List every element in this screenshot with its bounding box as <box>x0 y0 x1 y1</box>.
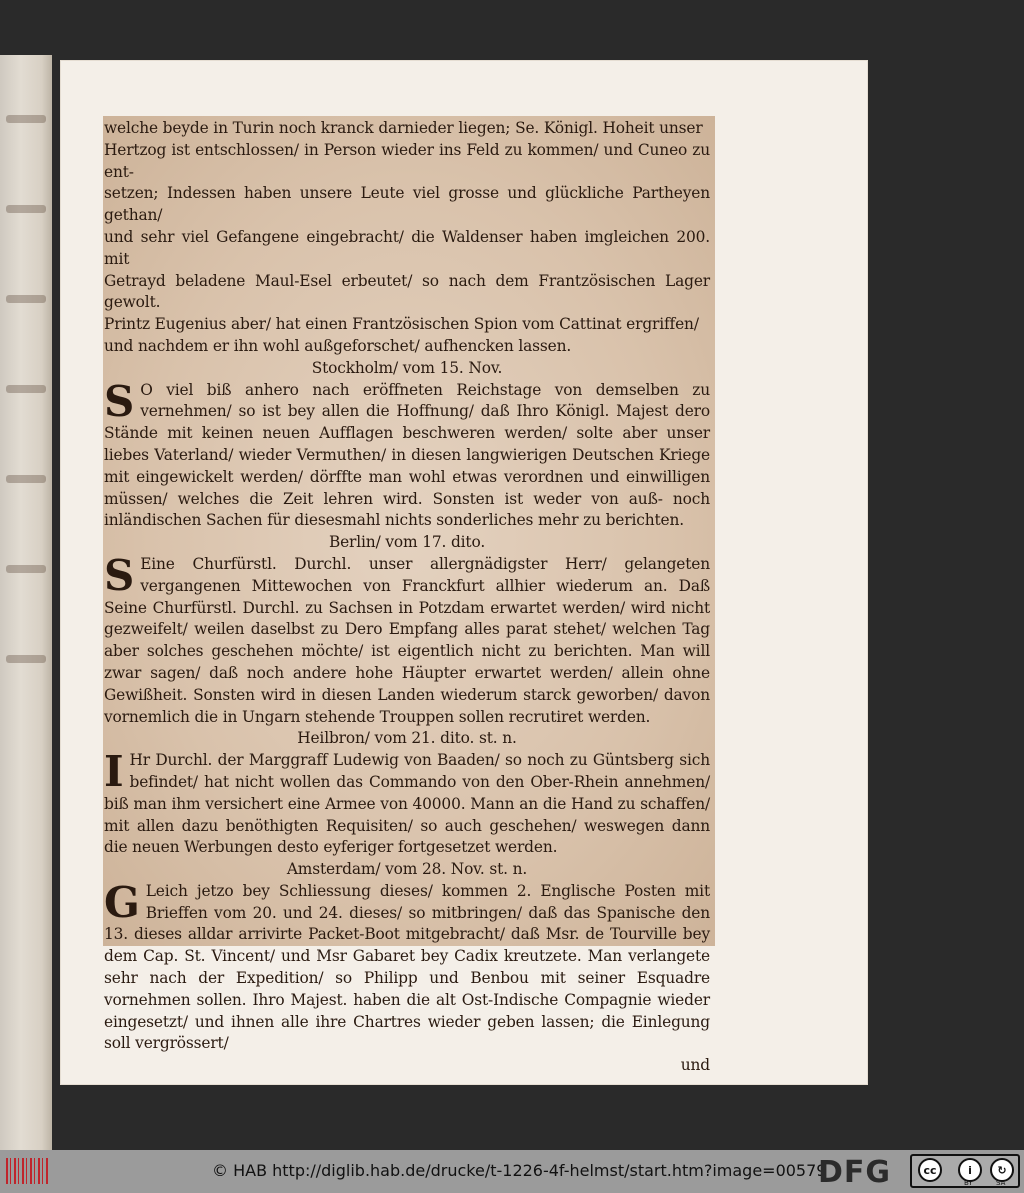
dfg-logo[interactable]: DFG <box>818 1155 892 1190</box>
section-body-heilbron <box>104 747 710 859</box>
section-body-berlin <box>104 550 710 728</box>
bleed-through-mark <box>6 565 46 573</box>
barcode-icon <box>6 1158 48 1184</box>
page-text <box>104 118 710 1077</box>
section-text: Hr Durchl. der Marggraff Ludewig von Baaden/ so noch zu Güntsberg sich befindet/ hat nicht wollen das Commando von den Ober-Rhein annehmen/ biß man ihm versichert eine Armee von 40000. Mann an die Hand zu schaffen/ mit allen dazu benöthigten Requisiten/ so auch geschehen/ weswegen dann die neuen Werbungen desto eyferiger fortgesetzet werden. <box>104 751 710 857</box>
text-line: setzen; Indessen haben unsere Leute viel grosse und glückliche Partheyen gethan/ <box>104 184 710 225</box>
sa-label: SA <box>996 1179 1006 1187</box>
section-heading-berlin: Berlin/ vom 17. dito. <box>328 533 486 552</box>
attribution-icon: i <box>958 1158 982 1182</box>
section-heading-stockholm: Stockholm/ vom 15. Nov. <box>311 358 503 377</box>
section-text: O viel biß anhero nach eröffneten Reichstage von demselben zu vernehmen/ so ist bey allen die Hoffnung/ daß Ihro Königl. Majest dero Stände mit keinen neuen Aufflagen beschweren werden/ solte aber unser liebes Vaterland/ wieder Vermuthen/ in diesen langwierigen Deutschen Kriege mit eingewickelt werden/ dörffte man wohl etwas verordnen und einwilligen müssen/ welches die Zeit lehren wird. Sonsten ist weder von auß- noch inländischen Sachen für diesesmahl nichts sonderliches mehr zu berichten. <box>104 380 710 530</box>
by-label: BY <box>964 1179 973 1187</box>
text-line: Getrayd beladene Maul-Esel erbeutet/ so nach dem Frantzösischen Lager gewolt. <box>104 271 710 312</box>
drop-initial: G <box>104 877 140 927</box>
bleed-through-mark <box>6 385 46 393</box>
bleed-through-mark <box>6 205 46 213</box>
bleed-through-mark <box>6 655 46 663</box>
text-line: welche beyde in Turin noch kranck darnieder liegen; Se. Königl. Hoheit unser <box>104 119 703 137</box>
section-text: Leich jetzo bey Schliessung dieses/ kommen 2. Englische Posten mit Brieffen vom 20. und 24. dieses/ so mitbringen/ daß das Spanische den 13. dieses alldar arrivirte Packet-Boot mitgebracht/ daß Msr. de Tourville bey dem Cap. St. Vincent/ und Msr Gabaret bey Cadix kreutzete. Man verlangete sehr nach der Expedition/ so Philipp und Benbou mit seiner Esquadre vornehmen sollen. Ihro Majest. haben die alt Ost-Indische Compagnie wieder eingesetzt/ und ihnen alle ihre Chartres wieder geben lassen; die Einlegung soll vergrössert/ <box>104 881 710 1053</box>
section-body-amsterdam <box>104 877 710 1055</box>
drop-initial: S <box>104 376 135 426</box>
drop-initial: I <box>104 747 124 797</box>
section-body-stockholm <box>104 376 710 533</box>
footer-bar <box>0 1150 1024 1193</box>
bleed-through-mark <box>6 295 46 303</box>
text-line: Printz Eugenius aber/ hat einen Frantzösischen Spion vom Cattinat ergriffen/ <box>104 315 699 334</box>
catchword: und <box>680 1056 710 1075</box>
section-heading-heilbron: Heilbron/ vom 21. dito. st. n. <box>297 729 517 748</box>
cc-icon: cc <box>918 1158 942 1182</box>
share-alike-icon: ↻ <box>990 1158 1014 1182</box>
text-line: und nachdem er ihn wohl außgeforschet/ aufhencken lassen. <box>104 336 572 355</box>
section-heading-amsterdam: Amsterdam/ vom 28. Nov. st. n. <box>286 860 528 879</box>
source-link[interactable]: © HAB http://diglib.hab.de/drucke/t-1226-4f-helmst/start.htm?image=00579 <box>212 1161 827 1180</box>
cc-license-badge[interactable] <box>910 1154 1020 1188</box>
previous-page-edge[interactable] <box>0 55 52 1150</box>
bleed-through-mark <box>6 475 46 483</box>
bleed-through-mark <box>6 115 46 123</box>
text-line: Hertzog ist entschlossen/ in Person wieder ins Feld zu kommen/ und Cuneo zu ent- <box>104 140 710 181</box>
drop-initial: S <box>104 550 135 600</box>
text-line: und sehr viel Gefangene eingebracht/ die Waldenser haben imgleichen 200. mit <box>104 227 710 268</box>
section-text: Eine Churfürstl. Durchl. unser allergnädigster Herr/ gelangeten vergangenen Mittewochen von Franckfurt allhier wiederum an. Daß Seine Churfürstl. Durchl. zu Sachsen in Potzdam erwartet werden/ wird nicht gezweifelt/ weilen daselbst zu Dero Empfang alles parat stehet/ welchen Tag aber solches geschehen möchte/ ist eigentlich nicht zu berichten. Man will zwar sagen/ daß noch andere hohe Häupter erwartet werden/ allein ohne Gewißheit. Sonsten wird in diesen Landen wiederum starck geworben/ davon vornemlich die in Ungarn stehende Trouppen sollen recrutiret werden. <box>104 554 710 726</box>
